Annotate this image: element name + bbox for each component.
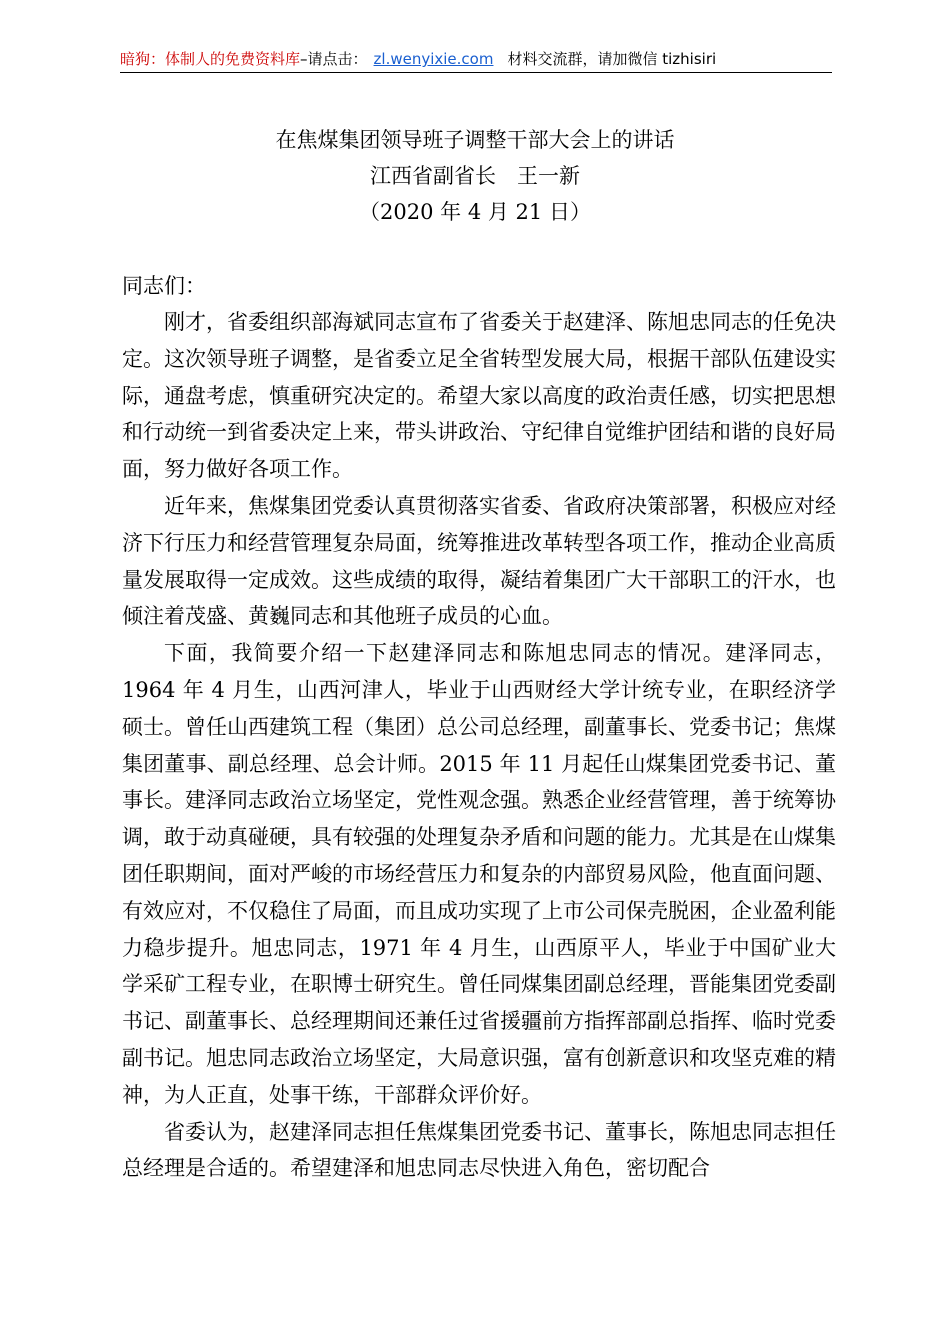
paragraph: 省委认为，赵建泽同志担任焦煤集团党委书记、董事长，陈旭忠同志担任总经理是合适的。希望建泽和旭忠同志尽快进入角色，密切配合 bbox=[122, 1119, 836, 1181]
header-contact: 材料交流群，请加微信 tizhisiri bbox=[507, 50, 717, 68]
watermark-header bbox=[120, 48, 830, 70]
salutation: 同志们： bbox=[122, 274, 206, 298]
speech-body bbox=[122, 304, 836, 1187]
header-prompt: –请点击： bbox=[300, 50, 368, 68]
header-divider bbox=[120, 72, 832, 73]
paragraph: 下面，我简要介绍一下赵建泽同志和陈旭忠同志的情况。建泽同志，1964 年 4 月生，山西河津人，毕业于山西财经大学计统专业，在职经济学硕士。曾任山西建筑工程（集团）总公司总经理，副董事长、党委书记；焦煤集团董事、副总经理、总会计师。2015 年 11 月起任山煤集团党委书记、董事长。建泽同志政治立场坚定，党性观念强。熟悉企业经营管理，善于统筹协调，敢于动真碰硬，具有较强的处理复杂矛盾和问题的能力。尤其是在山煤集团任职期间，面对严峻的市场经营压力和复杂的内部贸易风险，他直面问题、有效应对，不仅稳住了局面，而且成功实现了上市公司保壳脱困，企业盈利能力稳步提升。旭忠同志，1971 年 4 月生，山西原平人，毕业于中国矿业大学采矿工程专业，在职博士研究生。曾任同煤集团副总经理，晋能集团党委副书记、副董事长、总经理期间还兼任过省援疆前方指挥部副总指挥、临时党委副书记。旭忠同志政治立场坚定，大局意识强，富有创新意识和攻坚克难的精神，为人正直，处事干练，干部群众评价好。 bbox=[122, 641, 836, 1107]
speech-date: （2020 年 4 月 21 日） bbox=[359, 200, 591, 224]
paragraph: 刚才，省委组织部海斌同志宣布了省委关于赵建泽、陈旭忠同志的任免决定。这次领导班子调整，是省委立足全省转型发展大局，根据干部队伍建设实际，通盘考虑，慎重研究决定的。希望大家以高度的政治责任感，切实把思想和行动统一到省委决定上来，带头讲政治、守纪律自觉维护团结和谐的良好局面，努力做好各项工作。 bbox=[122, 310, 836, 482]
speaker-line: 江西省副省长 王一新 bbox=[370, 164, 580, 188]
header-brand: 暗狗：体制人的免费资料库 bbox=[120, 50, 301, 68]
paragraph: 近年来，焦煤集团党委认真贯彻落实省委、省政府决策部署，积极应对经济下行压力和经营管理复杂局面，统筹推进改革转型各项工作，推动企业高质量发展取得一定成效。这些成绩的取得，凝结着集团广大干部职工的汗水，也倾注着茂盛、黄巍同志和其他班子成员的心血。 bbox=[122, 493, 836, 629]
document-title: 在焦煤集团领导班子调整干部大会上的讲话 bbox=[275, 128, 675, 152]
header-link[interactable]: zl.wenyixie.com bbox=[373, 50, 494, 68]
